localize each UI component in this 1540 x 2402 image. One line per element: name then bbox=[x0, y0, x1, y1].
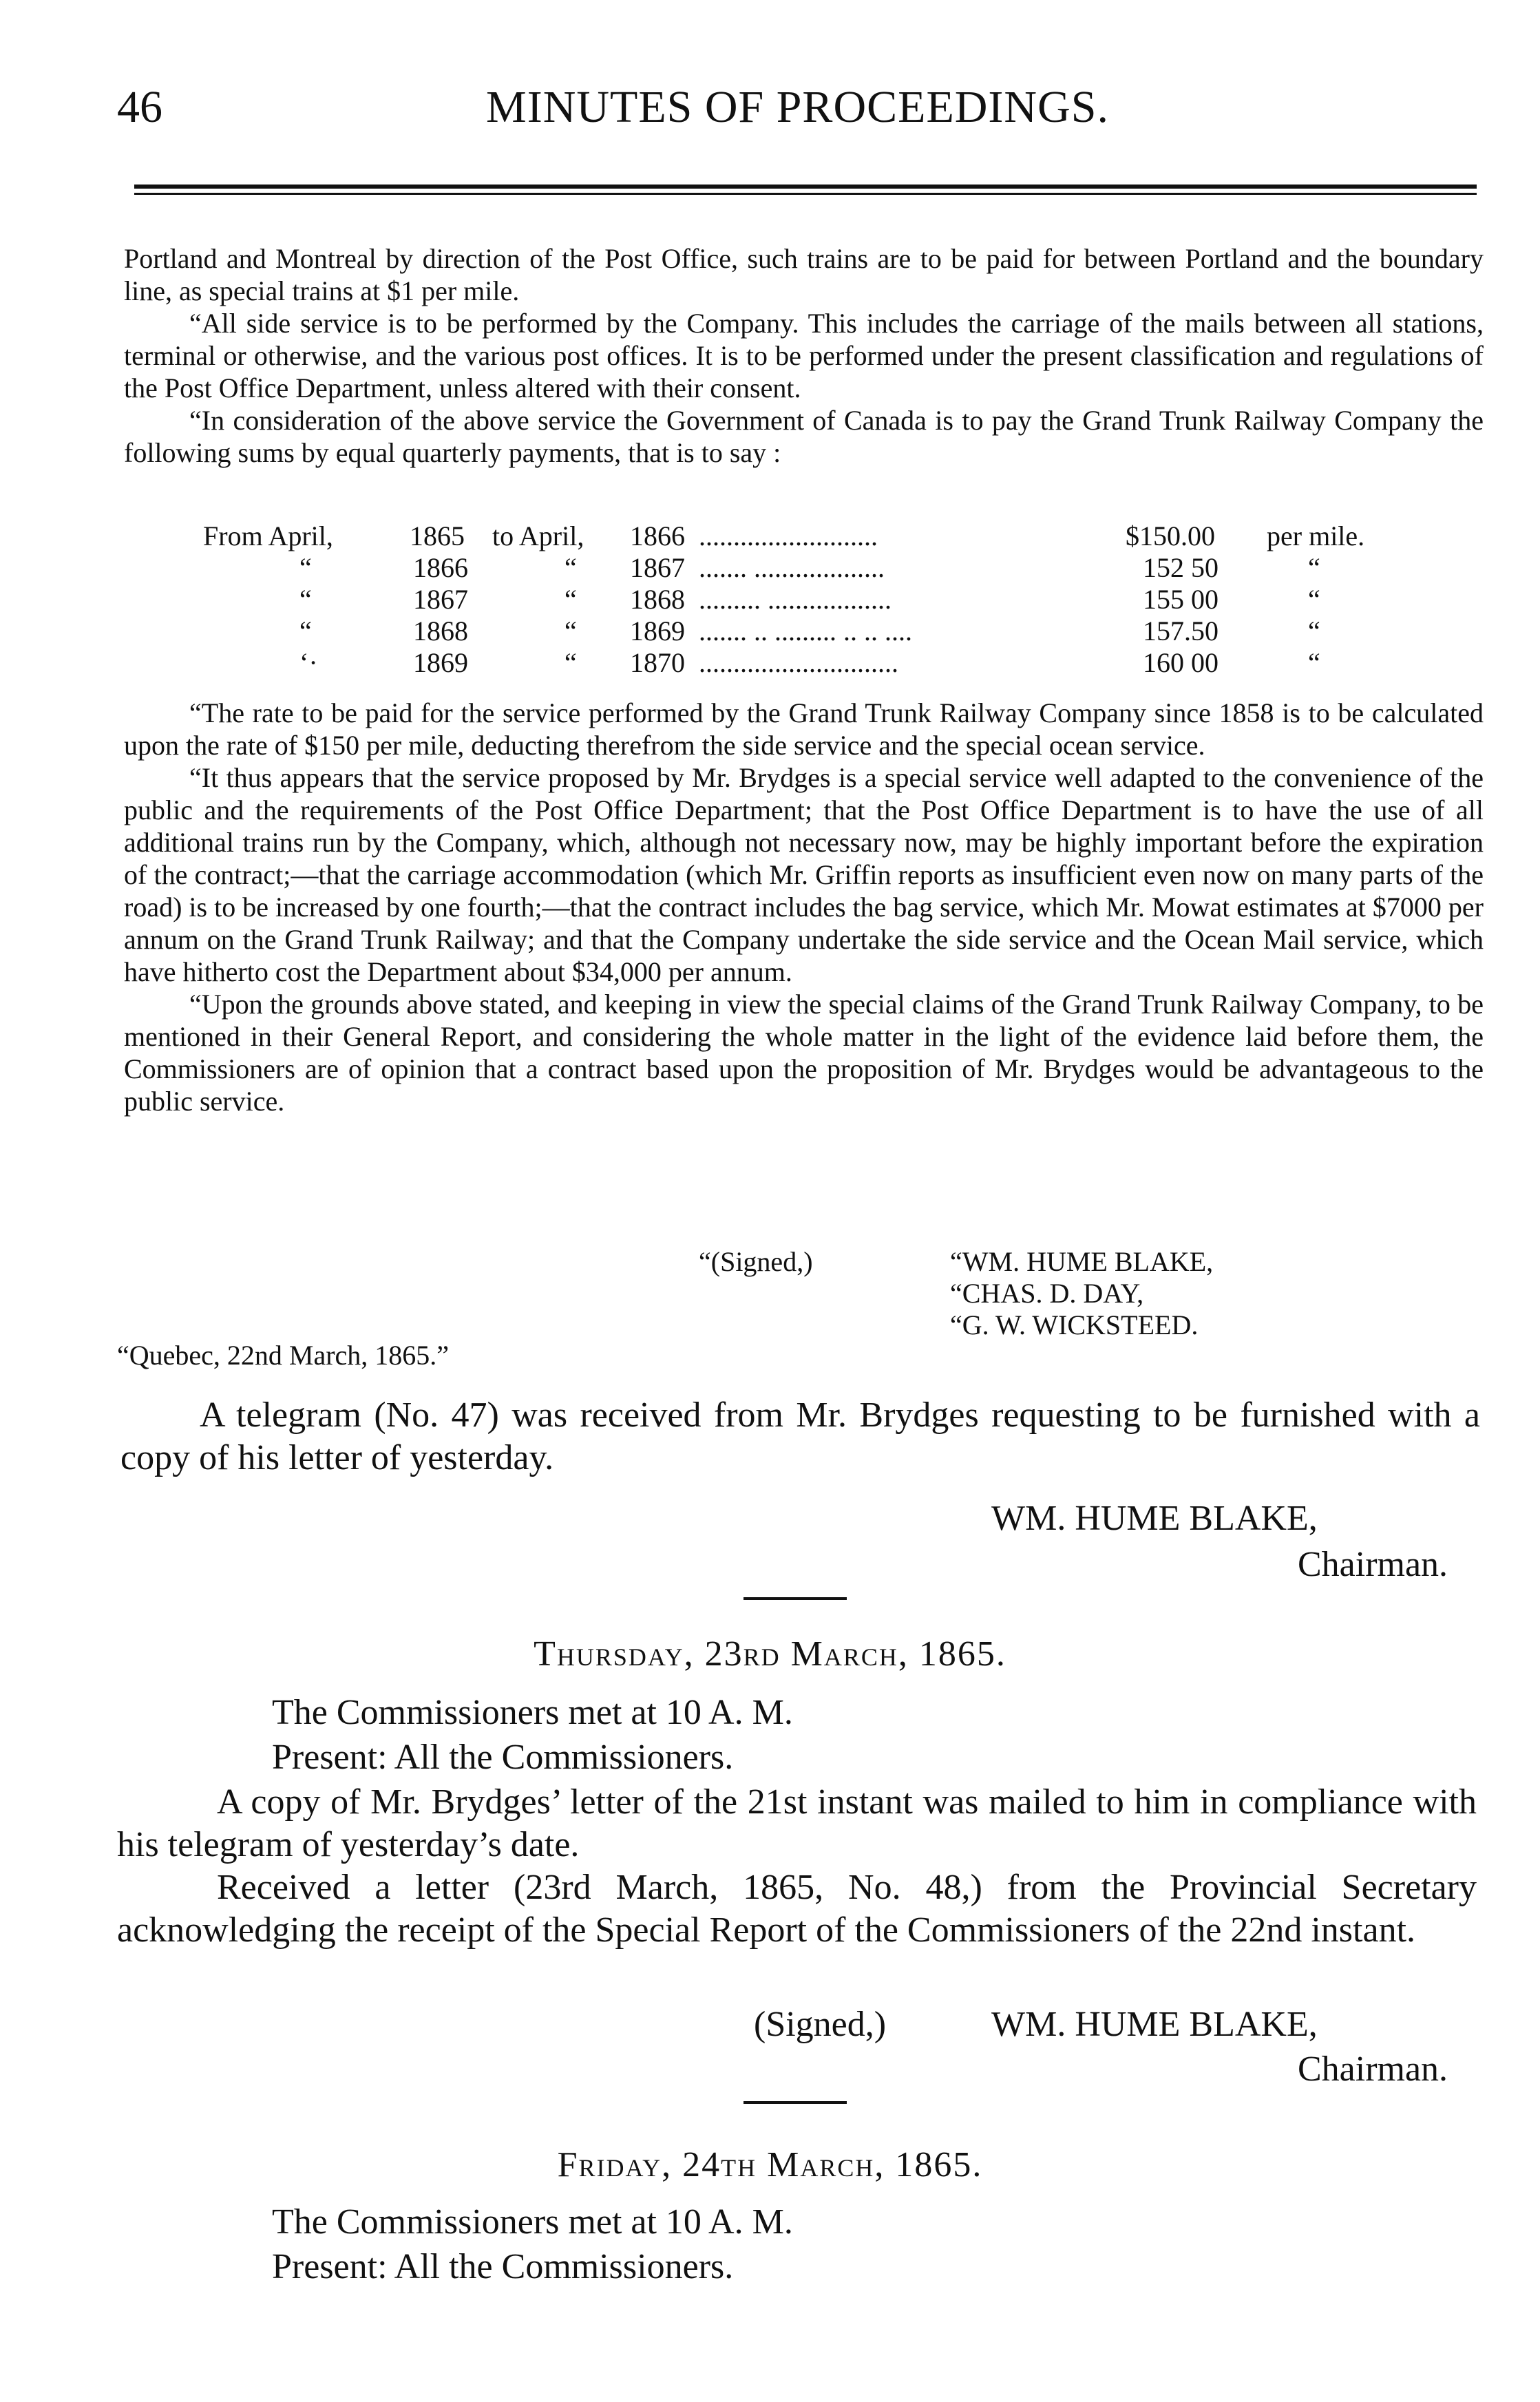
to-label: “ bbox=[565, 647, 577, 678]
amount: 155 00 bbox=[1143, 584, 1219, 615]
minutes-paragraph: A copy of Mr. Brydges’ letter of the 21st instant was mailed to him in compliance with his telegram of yesterday’s date. bbox=[117, 1782, 1477, 1864]
amount: 157.50 bbox=[1143, 615, 1219, 646]
unit: “ bbox=[1308, 615, 1320, 646]
telegram-paragraph: A telegram (No. 47) was received from Mr. Brydges requesting to be furnished with a copy of his letter of yesterday. bbox=[120, 1395, 1480, 1477]
signatory-1: “WM. HUME BLAKE, bbox=[950, 1246, 1214, 1277]
to-year: 1867 bbox=[630, 552, 685, 583]
payment-row bbox=[203, 584, 1442, 615]
chairman-title: Chairman. bbox=[1298, 1545, 1448, 1584]
attendance: Present: All the Commissioners. bbox=[272, 1738, 734, 1777]
from-year: 1866 bbox=[413, 552, 468, 583]
unit: “ bbox=[1308, 647, 1320, 678]
to-year: 1866 bbox=[630, 520, 685, 551]
from-year: 1869 bbox=[413, 647, 468, 678]
chairman-name: WM. HUME BLAKE, bbox=[991, 2005, 1318, 2044]
report-paragraph: “Upon the grounds above stated, and keeping in view the special claims of the Grand Trunk Railway Company, to be mentioned in their General Report, and considering the whole matter in the light of the evidence laid before them, the Commissioners are of opinion that a contract based upon the proposition of Mr. Brydges would be advantageous to the public service. bbox=[124, 989, 1484, 1117]
section-divider bbox=[743, 1597, 847, 1600]
dot-leader: ....... ................... bbox=[699, 552, 885, 583]
running-title: MINUTES OF PROCEEDINGS. bbox=[486, 82, 1109, 132]
to-year: 1869 bbox=[630, 615, 685, 646]
from-label: “ bbox=[299, 552, 312, 583]
header-rule-thick bbox=[134, 185, 1477, 189]
report-place-date: “Quebec, 22nd March, 1865.” bbox=[117, 1340, 450, 1371]
chairman-title: Chairman. bbox=[1298, 2050, 1448, 2089]
to-year: 1870 bbox=[630, 647, 685, 678]
page-number: 46 bbox=[117, 82, 162, 132]
signed-label: (Signed,) bbox=[754, 2005, 887, 2044]
payment-schedule bbox=[203, 520, 1442, 679]
to-label: “ bbox=[565, 552, 577, 583]
header-rule-thin bbox=[134, 193, 1477, 195]
report-text-lower bbox=[124, 697, 1484, 1117]
unit: per mile. bbox=[1267, 520, 1365, 551]
from-label: “ bbox=[299, 584, 312, 615]
from-label: From April, bbox=[203, 520, 333, 551]
payment-row bbox=[203, 647, 1442, 679]
signatory-2: “CHAS. D. DAY, bbox=[950, 1278, 1144, 1309]
payment-row bbox=[203, 520, 1442, 552]
signatory-3: “G. W. WICKSTEED. bbox=[950, 1309, 1199, 1340]
dot-leader: ............................. bbox=[699, 647, 898, 678]
to-label: to April, bbox=[492, 520, 584, 551]
from-year: 1868 bbox=[413, 615, 468, 646]
date-heading-friday: Friday, 24th March, 1865. bbox=[557, 2145, 983, 2184]
report-paragraph: “All side service is to be performed by the Company. This includes the carriage of the mails between all stations, terminal or otherwise, and the various post offices. It is to be performed under the present classification and regulations of the Post Office Department, unless altered with their consent. bbox=[124, 308, 1484, 403]
dot-leader: ....... .. ......... .. .. .... bbox=[699, 615, 912, 646]
unit: “ bbox=[1308, 584, 1320, 615]
report-paragraph: “The rate to be paid for the service performed by the Grand Trunk Railway Company since 1858 is to be calculated upon the rate of $150 per mile, deducting therefrom the side service and the special ocean service. bbox=[124, 697, 1484, 761]
report-text-upper bbox=[124, 242, 1484, 469]
meeting-time: The Commissioners met at 10 A. M. bbox=[272, 2202, 793, 2242]
report-paragraph: “It thus appears that the service proposed by Mr. Brydges is a special service well adapted to the convenience of the public and the requirements of the Post Office Department; that the Post Office Department is to have the use of all additional trains run by the Company, which, although not necessary now, may be highly important before the expiration of the contract;—that the carriage accommodation (which Mr. Griffin reports as insufficient even now on many parts of the road) is to be increased by one fourth;—that the contract includes the bag service, which Mr. Mowat estimates at $7000 per annum on the Grand Trunk Railway; and that the Company undertake the side service and the Ocean Mail service, which have hitherto cost the Department about $34,000 per annum. bbox=[124, 762, 1484, 987]
to-label: “ bbox=[565, 615, 577, 646]
dot-leader: .......................... bbox=[699, 520, 878, 551]
dot-leader: ......... .................. bbox=[699, 584, 892, 615]
payment-row bbox=[203, 615, 1442, 647]
from-year: 1865 bbox=[410, 520, 465, 551]
amount: 152 50 bbox=[1143, 552, 1219, 583]
date-heading-thursday: Thursday, 23rd March, 1865. bbox=[534, 1634, 1006, 1674]
attendance: Present: All the Commissioners. bbox=[272, 2247, 734, 2286]
from-label: “ bbox=[299, 615, 312, 646]
to-label: “ bbox=[565, 584, 577, 615]
from-label: ‘· bbox=[299, 647, 318, 678]
report-paragraph: Portland and Montreal by direction of the Post Office, such trains are to be paid for between Portland and the boundary line, as special trains at $1 per mile. bbox=[124, 243, 1484, 306]
from-year: 1867 bbox=[413, 584, 468, 615]
meeting-time: The Commissioners met at 10 A. M. bbox=[272, 1693, 793, 1732]
page-header bbox=[117, 81, 1478, 143]
minutes-paragraph: Received a letter (23rd March, 1865, No. 48,) from the Provincial Secretary acknowledging the receipt of the Special Report of the Commissioners of the 22nd instant. bbox=[117, 1868, 1477, 1950]
section-divider bbox=[743, 2101, 847, 2104]
unit: “ bbox=[1308, 552, 1320, 583]
to-year: 1868 bbox=[630, 584, 685, 615]
report-signed-label: “(Signed,) bbox=[699, 1246, 813, 1277]
amount: $150.00 bbox=[1126, 520, 1215, 551]
payment-row bbox=[203, 552, 1442, 584]
amount: 160 00 bbox=[1143, 647, 1219, 678]
chairman-name: WM. HUME BLAKE, bbox=[991, 1499, 1318, 1538]
report-paragraph: “In consideration of the above service the Government of Canada is to pay the Grand Trunk Railway Company the following sums by equal quarterly payments, that is to say : bbox=[124, 405, 1484, 468]
